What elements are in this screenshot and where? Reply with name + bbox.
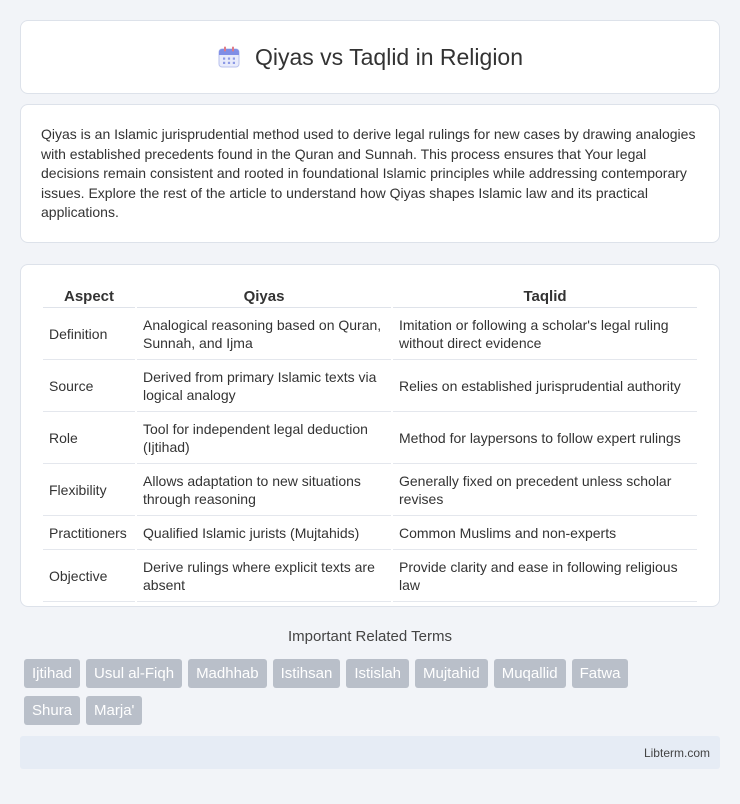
taqlid-cell: Imitation or following a scholar's legal ruling without direct evidence (393, 309, 697, 360)
header-aspect: Aspect (43, 286, 135, 308)
tag-istislah[interactable]: Istislah (346, 659, 409, 688)
tag-fatwa[interactable]: Fatwa (572, 659, 629, 688)
qiyas-cell: Analogical reasoning based on Quran, Sunnah, and Ijma (137, 309, 391, 360)
aspect-cell: Practitioners (43, 517, 135, 550)
header-taqlid: Taqlid (393, 286, 697, 308)
qiyas-cell: Derive rulings where explicit texts are absent (137, 551, 391, 602)
qiyas-cell: Tool for independent legal deduction (Ijtihad) (137, 413, 391, 464)
tag-istihsan[interactable]: Istihsan (273, 659, 341, 688)
related-terms-list (20, 659, 680, 725)
aspect-cell: Objective (43, 551, 135, 602)
table-row (43, 551, 697, 602)
qiyas-cell: Qualified Islamic jurists (Mujtahids) (137, 517, 391, 550)
aspect-cell: Definition (43, 309, 135, 360)
qiyas-cell: Allows adaptation to new situations through reasoning (137, 465, 391, 516)
header-qiyas: Qiyas (137, 286, 391, 308)
calendar-icon (217, 45, 241, 69)
tag-madhhab[interactable]: Madhhab (188, 659, 267, 688)
taqlid-cell: Common Muslims and non-experts (393, 517, 697, 550)
tag-shura[interactable]: Shura (24, 696, 80, 725)
footer-bar (20, 736, 720, 769)
related-terms-title: Important Related Terms (288, 628, 452, 645)
table-row (43, 413, 697, 464)
page-title: Qiyas vs Taqlid in Religion (254, 43, 524, 70)
tag-mujtahid[interactable]: Mujtahid (415, 659, 488, 688)
tag-usul-al-fiqh[interactable]: Usul al-Fiqh (86, 659, 182, 688)
taqlid-cell: Method for laypersons to follow expert rulings (393, 413, 697, 464)
comparison-table-card (20, 264, 720, 607)
intro-paragraph: Qiyas is an Islamic jurisprudential method used to derive legal rulings for new cases by drawing analogies with established precedents found in the Quran and Sunnah. This process ensures that Your legal decisions remain consistent and rooted in foundational Islamic principles while addressing contemporary issues. Explore the rest of the article to understand how Qiyas shapes Islamic law and its practical applications. (41, 126, 696, 221)
taqlid-cell: Generally fixed on precedent unless scholar revises (393, 465, 697, 516)
table-row (43, 465, 697, 516)
taqlid-cell: Relies on established jurisprudential authority (393, 361, 697, 412)
intro-card (20, 104, 720, 243)
taqlid-cell: Provide clarity and ease in following religious law (393, 551, 697, 602)
comparison-table (41, 285, 699, 603)
footer-site-link[interactable]: Libterm.com (643, 745, 710, 760)
tag-marja[interactable]: Marja' (86, 696, 142, 725)
tag-muqallid[interactable]: Muqallid (494, 659, 566, 688)
tag-ijtihad[interactable]: Ijtihad (24, 659, 80, 688)
qiyas-cell: Derived from primary Islamic texts via logical analogy (137, 361, 391, 412)
aspect-cell: Source (43, 361, 135, 412)
header-card (20, 20, 720, 94)
aspect-cell: Flexibility (43, 465, 135, 516)
table-row (43, 309, 697, 360)
table-row (43, 517, 697, 550)
aspect-cell: Role (43, 413, 135, 464)
table-header-row (43, 286, 697, 308)
table-row (43, 361, 697, 412)
